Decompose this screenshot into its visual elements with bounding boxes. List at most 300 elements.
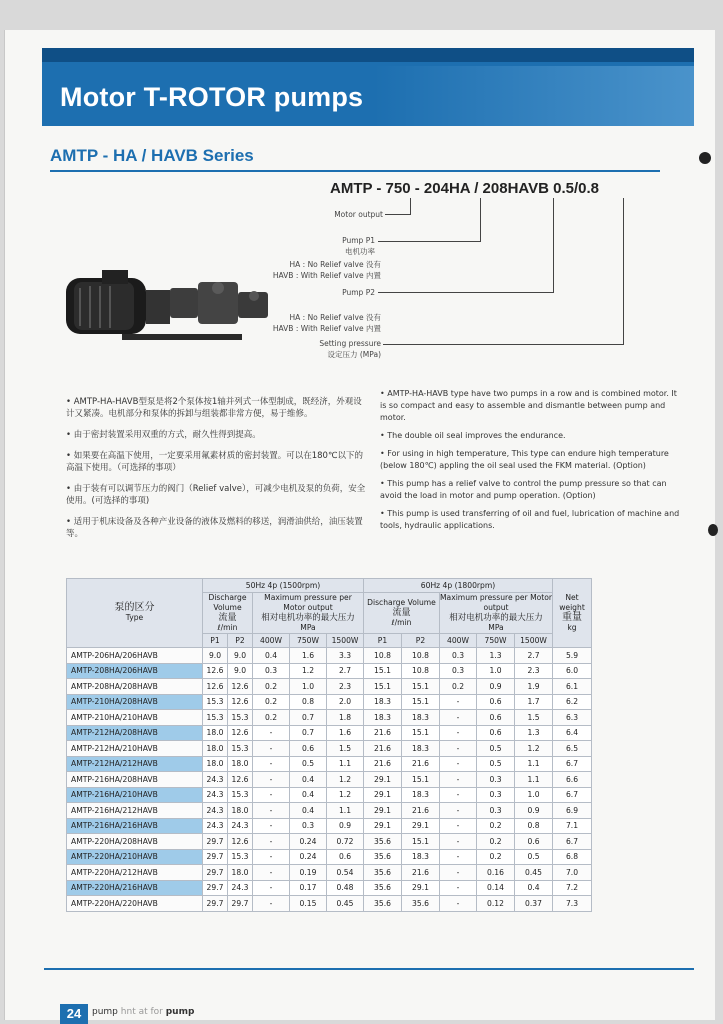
table-cell: 24.3 <box>228 880 253 896</box>
model-code: AMTP - 750 - 204HA / 208HAVB 0.5/0.8 <box>330 180 600 197</box>
header-watt: 1500W <box>515 634 553 648</box>
table-cell: 15.1 <box>402 694 440 710</box>
table-row <box>67 648 592 664</box>
table-cell: 18.0 <box>228 803 253 819</box>
table-cell-type: AMTP-220HA/216HAVB <box>67 880 203 896</box>
table-cell: 2.7 <box>515 648 553 664</box>
table-cell-type: AMTP-208HA/206HAVB <box>67 663 203 679</box>
table-cell: 0.2 <box>477 834 515 850</box>
table-cell: 1.2 <box>515 741 553 757</box>
table-row <box>67 787 592 803</box>
table-cell: 24.3 <box>228 818 253 834</box>
table-cell: - <box>440 772 477 788</box>
table-cell: 6.6 <box>553 772 592 788</box>
header-discharge-60 <box>364 593 440 634</box>
table-cell: 15.1 <box>402 772 440 788</box>
table-cell: 1.0 <box>290 679 327 695</box>
series-title: AMTP - HA / HAVB Series <box>50 146 254 165</box>
table-cell: 1.8 <box>327 710 364 726</box>
table-cell-type: AMTP-220HA/212HAVB <box>67 865 203 881</box>
header-maxp-50 <box>253 593 364 634</box>
table-cell: - <box>440 710 477 726</box>
table-cell: 29.7 <box>228 896 253 912</box>
header-type <box>67 579 203 648</box>
table-cell: 0.6 <box>477 725 515 741</box>
table-cell-type: AMTP-208HA/208HAVB <box>67 679 203 695</box>
table-cell: 0.3 <box>290 818 327 834</box>
label-p1-zh: 电机功率 <box>345 247 375 256</box>
table-row <box>67 679 592 695</box>
table-cell-type: AMTP-220HA/220HAVB <box>67 896 203 912</box>
header-net-unit: kg <box>567 623 577 632</box>
table-row <box>67 725 592 741</box>
table-cell: 0.5 <box>477 756 515 772</box>
table-cell-type: AMTP-216HA/216HAVB <box>67 818 203 834</box>
table-cell: 18.0 <box>228 865 253 881</box>
table-cell-type: AMTP-216HA/208HAVB <box>67 772 203 788</box>
table-cell: 21.6 <box>402 865 440 881</box>
table-cell: 0.2 <box>477 818 515 834</box>
table-row <box>67 741 592 757</box>
table-cell: 0.6 <box>477 710 515 726</box>
table-cell: 29.7 <box>203 849 228 865</box>
table-cell: 0.54 <box>327 865 364 881</box>
header-50hz: 50Hz 4p (1500rpm) <box>203 579 364 593</box>
header-net-weight <box>553 579 592 648</box>
series-rule <box>50 170 660 172</box>
table-cell: 18.3 <box>402 710 440 726</box>
table-cell: 2.7 <box>327 663 364 679</box>
table-cell: 0.6 <box>477 694 515 710</box>
table-row <box>67 818 592 834</box>
table-cell-type: AMTP-220HA/208HAVB <box>67 834 203 850</box>
table-cell: 29.1 <box>364 818 402 834</box>
note-zh-item: • 由于密封装置采用双重的方式，耐久性得到提高。 <box>66 430 261 440</box>
table-cell: 6.7 <box>553 756 592 772</box>
label-p2-ha: HA : No Relief valve 没有 <box>289 313 381 322</box>
header-watt: 750W <box>477 634 515 648</box>
table-cell: 6.1 <box>553 679 592 695</box>
table-cell: 0.4 <box>290 787 327 803</box>
table-cell: 2.3 <box>515 663 553 679</box>
table-cell: - <box>253 741 290 757</box>
table-cell: 0.6 <box>327 849 364 865</box>
binder-hole <box>708 524 718 536</box>
spec-table <box>66 578 592 912</box>
footer-word-bold: pump <box>165 1007 195 1017</box>
table-cell: - <box>440 787 477 803</box>
table-cell: 0.2 <box>253 710 290 726</box>
header-discharge-unit: ℓ/min <box>217 623 238 632</box>
leader-line <box>378 241 480 242</box>
table-cell: - <box>253 880 290 896</box>
leader-line <box>410 198 411 215</box>
table-cell: - <box>440 694 477 710</box>
table-cell: 9.0 <box>203 648 228 664</box>
table-cell: - <box>253 772 290 788</box>
table-cell-type: AMTP-216HA/210HAVB <box>67 787 203 803</box>
leader-line <box>378 292 553 293</box>
table-cell: 0.6 <box>290 741 327 757</box>
table-cell: 12.6 <box>228 679 253 695</box>
table-cell: 35.6 <box>402 896 440 912</box>
table-cell: 0.8 <box>515 818 553 834</box>
table-cell: 1.0 <box>515 787 553 803</box>
table-cell: 1.5 <box>327 741 364 757</box>
table-cell: 15.3 <box>228 787 253 803</box>
leader-line <box>553 198 554 293</box>
binder-hole <box>699 152 711 164</box>
table-row <box>67 834 592 850</box>
table-cell: 21.6 <box>402 756 440 772</box>
note-en-item: • This pump is used transferring of oil and fuel, lubrication of machine and tools, hydraulic applications. <box>380 509 680 530</box>
table-cell: 6.7 <box>553 787 592 803</box>
table-cell: 0.14 <box>477 880 515 896</box>
table-cell-type: AMTP-206HA/206HAVB <box>67 648 203 664</box>
table-cell: 0.4 <box>290 772 327 788</box>
header-discharge-50 <box>203 593 253 634</box>
table-cell: 6.9 <box>553 803 592 819</box>
table-cell: 0.3 <box>477 803 515 819</box>
table-cell: 24.3 <box>203 803 228 819</box>
label-p1-ha: HA : No Relief valve 没有 <box>289 260 381 269</box>
table-cell: 9.0 <box>228 663 253 679</box>
table-cell: - <box>440 741 477 757</box>
table-cell: 0.5 <box>477 741 515 757</box>
table-cell: 1.1 <box>515 756 553 772</box>
footer-faded: hnt at for <box>120 1007 163 1017</box>
table-cell: 21.6 <box>402 803 440 819</box>
table-cell: 1.6 <box>290 648 327 664</box>
header-watt: 1500W <box>327 634 364 648</box>
table-cell: 18.3 <box>364 694 402 710</box>
table-cell: 29.7 <box>203 865 228 881</box>
table-cell: 12.6 <box>203 663 228 679</box>
header-discharge-zh: 流量 <box>218 613 237 623</box>
page-title: Motor T-ROTOR pumps <box>60 82 364 112</box>
leader-line <box>385 214 411 215</box>
table-cell: - <box>253 818 290 834</box>
table-cell: 29.1 <box>364 803 402 819</box>
header-net-zh: 重量 <box>562 612 582 623</box>
table-cell: 18.3 <box>364 710 402 726</box>
table-cell: 0.3 <box>477 787 515 803</box>
table-cell: 24.3 <box>203 818 228 834</box>
table-cell-type: AMTP-210HA/210HAVB <box>67 710 203 726</box>
table-cell: - <box>440 834 477 850</box>
table-cell: 1.2 <box>327 787 364 803</box>
banner-stripe <box>374 66 694 126</box>
table-cell: 10.8 <box>402 663 440 679</box>
table-cell: 0.7 <box>290 725 327 741</box>
title-banner <box>42 48 694 126</box>
header-maxp-zh: 相对电机功率的最大压力 <box>449 613 543 623</box>
table-cell: 0.37 <box>515 896 553 912</box>
table-cell-type: AMTP-216HA/212HAVB <box>67 803 203 819</box>
table-cell: 7.0 <box>553 865 592 881</box>
table-cell: - <box>253 896 290 912</box>
table-cell: 1.2 <box>327 772 364 788</box>
table-cell: 1.5 <box>515 710 553 726</box>
label-p1-havb: HAVB : With Relief valve 内置 <box>272 271 381 280</box>
table-cell: 0.3 <box>253 663 290 679</box>
table-cell: - <box>440 803 477 819</box>
header-p2: P2 <box>228 634 253 648</box>
table-row <box>67 756 592 772</box>
table-cell: 12.6 <box>228 694 253 710</box>
table-cell: - <box>253 725 290 741</box>
footer-word: pump <box>92 1007 118 1017</box>
table-cell: - <box>440 849 477 865</box>
table-cell: 6.5 <box>553 741 592 757</box>
table-cell: 35.6 <box>364 865 402 881</box>
table-cell: 0.24 <box>290 834 327 850</box>
table-cell: 12.6 <box>203 679 228 695</box>
table-cell: - <box>253 865 290 881</box>
table-cell: 0.4 <box>515 880 553 896</box>
table-cell: 15.1 <box>402 725 440 741</box>
header-maxp-en: Maximum pressure per Motor output <box>264 593 352 612</box>
label-pump-p1: Pump P1 <box>342 236 375 245</box>
table-cell: 29.1 <box>364 787 402 803</box>
notes-chinese <box>66 396 366 549</box>
table-cell: 1.1 <box>515 772 553 788</box>
table-cell: 1.2 <box>290 663 327 679</box>
table-cell: - <box>440 880 477 896</box>
table-cell: 0.45 <box>327 896 364 912</box>
header-maxp-unit: MPa <box>300 623 316 632</box>
table-cell: - <box>440 896 477 912</box>
note-zh-item: • 由于装有可以调节压力的阀门（Relief valve），可减少电机及泵的负荷，安全使用。(可选择的事项) <box>66 484 366 506</box>
table-cell: 7.1 <box>553 818 592 834</box>
table-cell: 6.8 <box>553 849 592 865</box>
table-cell: 10.8 <box>364 648 402 664</box>
table-cell-type: AMTP-212HA/212HAVB <box>67 756 203 772</box>
page-number: 24 <box>60 1004 88 1024</box>
table-cell: 29.1 <box>364 772 402 788</box>
table-cell: 24.3 <box>203 787 228 803</box>
label-p2-havb: HAVB : With Relief valve 内置 <box>272 324 381 333</box>
label-pump-p2: Pump P2 <box>342 288 375 297</box>
table-cell: - <box>440 818 477 834</box>
table-cell: 0.2 <box>253 679 290 695</box>
table-cell: 1.0 <box>477 663 515 679</box>
table-cell: 5.9 <box>553 648 592 664</box>
spec-table-body <box>67 648 592 912</box>
leader-line <box>623 198 624 345</box>
table-cell: 12.6 <box>228 772 253 788</box>
table-cell: 7.2 <box>553 880 592 896</box>
banner-top-line <box>42 48 694 62</box>
table-cell: 15.1 <box>364 679 402 695</box>
table-cell: - <box>253 756 290 772</box>
table-cell: 10.8 <box>402 648 440 664</box>
table-cell: - <box>440 865 477 881</box>
table-row <box>67 880 592 896</box>
footer-rule <box>44 968 694 970</box>
table-cell: 6.4 <box>553 725 592 741</box>
table-cell-type: AMTP-220HA/210HAVB <box>67 849 203 865</box>
table-cell: 1.9 <box>515 679 553 695</box>
header-watt: 400W <box>440 634 477 648</box>
table-cell: 0.19 <box>290 865 327 881</box>
table-cell: 18.0 <box>228 756 253 772</box>
table-cell-type: AMTP-212HA/210HAVB <box>67 741 203 757</box>
header-discharge-unit: ℓ/min <box>391 618 412 627</box>
table-cell: 0.9 <box>477 679 515 695</box>
table-cell: 18.3 <box>402 741 440 757</box>
table-cell: - <box>253 787 290 803</box>
table-cell: 21.6 <box>364 725 402 741</box>
note-zh-item: • 适用于机床设备及各种产业设备的液体及燃料的移送，润滑油供给，油压装置等。 <box>66 517 363 539</box>
table-cell: 0.72 <box>327 834 364 850</box>
table-cell: 24.3 <box>203 772 228 788</box>
table-row <box>67 803 592 819</box>
table-cell: - <box>440 756 477 772</box>
table-cell: 1.1 <box>327 803 364 819</box>
table-cell: 35.6 <box>364 880 402 896</box>
header-maxp-zh: 相对电机功率的最大压力 <box>261 613 355 623</box>
table-cell: 0.3 <box>477 772 515 788</box>
table-cell: 18.0 <box>203 756 228 772</box>
table-row <box>67 694 592 710</box>
table-cell: 0.9 <box>515 803 553 819</box>
table-cell: 6.7 <box>553 834 592 850</box>
header-discharge-zh: 流量 <box>392 608 411 618</box>
table-cell: 9.0 <box>228 648 253 664</box>
table-cell: 1.7 <box>515 694 553 710</box>
table-cell: 29.7 <box>203 896 228 912</box>
header-maxp-en: Maximum pressure per Motor output <box>440 593 553 612</box>
table-cell: 0.24 <box>290 849 327 865</box>
table-cell: 0.16 <box>477 865 515 881</box>
label-setting-pressure-zh: 设定压力 (MPa) <box>327 350 381 359</box>
note-en-item: • AMTP-HA-HAVB type have two pumps in a row and is combined motor. It is so compact and easy to assemble and dismantle between pump and motor. <box>380 389 677 422</box>
table-cell: 35.6 <box>364 896 402 912</box>
table-cell: 0.5 <box>515 849 553 865</box>
table-cell: 0.4 <box>290 803 327 819</box>
header-60hz: 60Hz 4p (1800rpm) <box>364 579 553 593</box>
table-row <box>67 896 592 912</box>
header-p2: P2 <box>402 634 440 648</box>
table-cell: 18.0 <box>203 725 228 741</box>
table-cell: 15.1 <box>402 834 440 850</box>
table-cell: 15.1 <box>364 663 402 679</box>
table-cell: 12.6 <box>228 834 253 850</box>
leader-line <box>480 198 481 242</box>
table-cell: 29.1 <box>402 818 440 834</box>
table-cell: 15.3 <box>228 710 253 726</box>
table-cell: 2.3 <box>327 679 364 695</box>
table-cell: 0.4 <box>253 648 290 664</box>
table-cell: 3.3 <box>327 648 364 664</box>
table-row <box>67 663 592 679</box>
header-p1: P1 <box>364 634 402 648</box>
table-cell: 0.3 <box>440 648 477 664</box>
header-discharge-en: Discharge Volume <box>208 593 247 612</box>
table-cell: 15.3 <box>203 710 228 726</box>
table-cell: 29.7 <box>203 834 228 850</box>
table-cell: 6.3 <box>553 710 592 726</box>
table-cell: 35.6 <box>364 849 402 865</box>
table-cell: 21.6 <box>364 756 402 772</box>
table-cell: 1.3 <box>515 725 553 741</box>
notes-english <box>380 388 680 538</box>
table-cell: 1.1 <box>327 756 364 772</box>
table-cell: 15.3 <box>203 694 228 710</box>
note-en-item: • The double oil seal improves the endurance. <box>380 431 566 440</box>
leader-line <box>383 344 623 345</box>
table-cell: 15.3 <box>228 741 253 757</box>
table-cell: 0.5 <box>290 756 327 772</box>
table-cell: - <box>253 803 290 819</box>
table-cell: 0.8 <box>290 694 327 710</box>
table-row <box>67 849 592 865</box>
table-cell: 7.3 <box>553 896 592 912</box>
table-cell-type: AMTP-212HA/208HAVB <box>67 725 203 741</box>
header-discharge-en: Discharge Volume <box>367 598 436 607</box>
table-cell: 2.0 <box>327 694 364 710</box>
table-cell: 0.17 <box>290 880 327 896</box>
table-cell: 0.7 <box>290 710 327 726</box>
header-maxp-60 <box>440 593 553 634</box>
table-cell: 18.3 <box>402 849 440 865</box>
table-cell: 29.1 <box>402 880 440 896</box>
table-cell: 0.2 <box>440 679 477 695</box>
table-cell: 0.6 <box>515 834 553 850</box>
table-cell-type: AMTP-210HA/208HAVB <box>67 694 203 710</box>
table-cell: 6.2 <box>553 694 592 710</box>
table-cell: 18.3 <box>402 787 440 803</box>
table-cell: 0.45 <box>515 865 553 881</box>
header-type-en: Type <box>125 613 144 622</box>
header-net-en: Net weight <box>559 593 585 612</box>
table-cell: 21.6 <box>364 741 402 757</box>
table-cell: 0.48 <box>327 880 364 896</box>
table-cell: 0.2 <box>253 694 290 710</box>
note-zh-item: • 如果要在高温下使用，一定要采用氟素材质的密封装置。可以在180℃以下的高温下使用。（可选择的事项） <box>66 451 363 473</box>
table-row <box>67 865 592 881</box>
table-cell: 0.9 <box>327 818 364 834</box>
table-cell: 15.3 <box>228 849 253 865</box>
table-cell: 0.12 <box>477 896 515 912</box>
table-cell: 29.7 <box>203 880 228 896</box>
table-cell: 12.6 <box>228 725 253 741</box>
note-en-item: • For using in high temperature, This type can endure high temperature (below 180℃) appling the oil seal used the FKM material. (Option) <box>380 449 669 470</box>
header-maxp-unit: MPa <box>488 623 504 632</box>
table-cell: 0.3 <box>440 663 477 679</box>
table-cell: 0.15 <box>290 896 327 912</box>
table-cell: 35.6 <box>364 834 402 850</box>
header-watt: 750W <box>290 634 327 648</box>
table-cell: 0.2 <box>477 849 515 865</box>
footer-text <box>92 1007 194 1017</box>
table-row <box>67 710 592 726</box>
table-cell: - <box>440 725 477 741</box>
header-watt: 400W <box>253 634 290 648</box>
table-cell: - <box>253 834 290 850</box>
table-cell: 15.1 <box>402 679 440 695</box>
table-row <box>67 772 592 788</box>
table-cell: 6.0 <box>553 663 592 679</box>
motor-pump-image <box>62 268 282 348</box>
header-type-zh: 泵的区分 <box>114 602 155 613</box>
table-cell: - <box>253 849 290 865</box>
table-cell: 18.0 <box>203 741 228 757</box>
note-en-item: • This pump has a relief valve to control the pump pressure so that can avoid the load in motor and pump operation. (Option) <box>380 479 667 500</box>
table-cell: 1.3 <box>477 648 515 664</box>
label-motor-output: Motor output <box>334 210 383 219</box>
